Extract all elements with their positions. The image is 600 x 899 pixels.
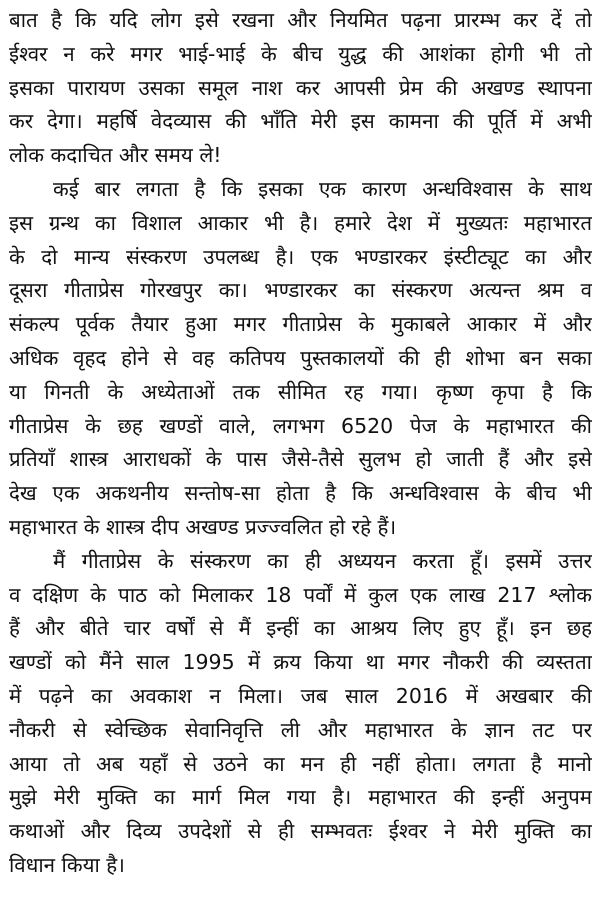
text-line: व दक्षिण के पाठ को मिलाकर 18 पर्वों में कुल एक लाख 217 श्लोक	[9, 582, 592, 607]
text-line: बात है कि यदि लोग इसे रखना और नियमित पढ़ना प्रारम्भ कर दें तो	[9, 8, 592, 32]
text-line: प्रतियाँ शास्त्र आराधकों के पास जैसे-तैसे सुलभ हो जाती हैं और इसे	[9, 447, 592, 472]
text-line: दूसरा गीताप्रेस गोरखपुर का। भण्डारकर का संस्करण अत्यन्त श्रम व	[9, 278, 592, 303]
text-line: महाभारत के शास्त्र दीप अखण्ड प्रज्ज्वलित हो रहे हैं।	[9, 514, 397, 539]
text-line: इसका पारायण उसका समूल नाश कर आपसी प्रेम की अखण्ड स्थापना	[9, 75, 592, 100]
text-line: नौकरी से स्वेच्छिक सेवानिवृत्ति ली और महाभारत के ज्ञान तट पर	[9, 717, 592, 742]
paragraph-1	[9, 4, 592, 173]
text-line: इस ग्रन्थ का विशाल आकार भी है। हमारे देश में मुख्यतः महाभारत	[9, 210, 592, 235]
text-line: विधान किया है।	[9, 852, 125, 877]
text-line: लोक कदाचित और समय ले!	[9, 143, 222, 168]
text-line: मुझे मेरी मुक्ति का मार्ग मिल गया है। महाभारत की इन्हीं अनुपम	[9, 785, 592, 810]
text-line: मैं गीताप्रेस के संस्करण का ही अध्ययन करता हूँ। इसमें उत्तर	[53, 548, 592, 573]
text-line: खण्डों को मैंने साल 1995 में क्रय किया था मगर नौकरी की व्यस्तता	[9, 650, 592, 675]
text-line: ईश्वर न करे मगर भाई-भाई के बीच युद्ध की आशंका होगी भी तो	[9, 41, 592, 66]
text-line: कथाओं और दिव्य उपदेशों से ही सम्भवतः ईश्वर ने मेरी मुक्ति का	[9, 819, 592, 844]
text-line: हैं और बीते चार वर्षों से मैं इन्हीं का आश्रय लिए हुए हूँ। इन छह	[9, 616, 592, 641]
text-line: कई बार लगता है कि इसका एक कारण अन्धविश्वास के साथ	[53, 176, 592, 201]
paragraph-3	[9, 545, 592, 883]
text-line: अधिक वृहद होने से वह कतिपय पुस्तकालयों की ही शोभा बन सका	[9, 345, 592, 370]
text-line: या गिनती के अध्येताओं तक सीमित रह गया। कृष्ण कृपा है कि	[9, 379, 592, 404]
text-line: संकल्प पूर्वक तैयार हुआ मगर गीताप्रेस के मुकाबले आकार में और	[9, 312, 592, 337]
paragraph-2	[9, 173, 592, 545]
text-line: में पढ़ने का अवकाश न मिला। जब साल 2016 में अखबार की	[9, 683, 592, 708]
text-line: गीताप्रेस के छह खण्डों वाले, लगभग 6520 पेज के महाभारत की	[9, 413, 592, 438]
text-line: कर देगा। महर्षि वेदव्यास की भाँति मेरी इस कामना की पूर्ति में अभी	[9, 109, 592, 134]
text-line: के दो मान्य संस्करण उपलब्ध है। एक भण्डारकर इंस्टीट्यूट का और	[9, 244, 592, 269]
text-line: आया तो अब यहाँ से उठने का मन ही नहीं होता। लगता है मानो	[9, 751, 592, 776]
text-line: देख एक अकथनीय सन्तोष-सा होता है कि अन्धविश्वास के बीच भी	[9, 481, 592, 506]
